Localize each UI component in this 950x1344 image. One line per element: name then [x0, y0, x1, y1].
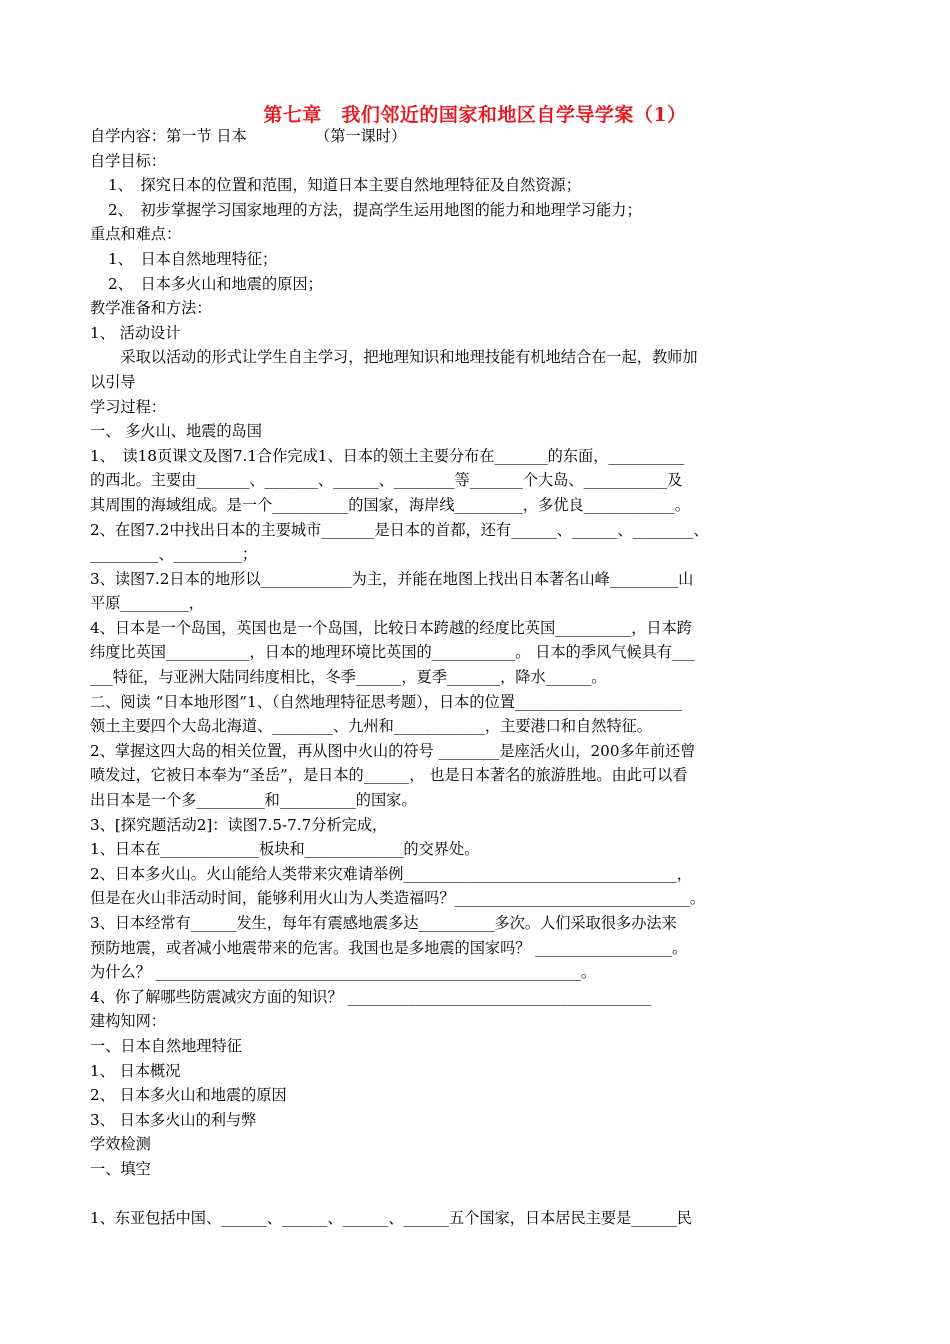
document-body [90, 124, 860, 1231]
text-line: 1、 读18页课文及图7.1合作完成1、日本的领土主要分布在_______的东面，__________ [90, 446, 685, 465]
text-line: 3、[探究题活动2]：读图7.5-7.7分析完成， [90, 815, 388, 834]
text-line: 3、日本经常有______发生，每年有震感地震多达__________多次。人们采取很多办法来 [90, 914, 677, 932]
page-title: 第七章 我们邻近的国家和地区自学导学案（1） [263, 104, 687, 126]
text-line: 领土主要四个大岛北海道、________、九州和____________，主要港口和自然特征。 [90, 717, 652, 736]
text-line: 学效检测 [90, 1135, 151, 1154]
text-line: 2、 日本多火山和地震的原因； [108, 274, 323, 293]
text-line: 1、 活动设计 [90, 323, 181, 342]
text-line: 4、日本是一个岛国，英国也是一个岛国，比较日本跨越的经度比英国__________，日本跨 [90, 618, 692, 637]
text-line: 2、在图7.2中找出日本的主要城市_______是日本的首都，还有______、______、________、 [90, 520, 709, 539]
text-line: 自学目标： [90, 151, 166, 170]
text-line: 出日本是一个多_________和__________的国家。 [90, 791, 417, 810]
text-line: 的西北。主要由_______、_______、______、________等_______个大岛、___________及 [90, 471, 683, 490]
text-line: _________、_________； [90, 545, 258, 564]
text-line: 教学准备和方法： [90, 299, 212, 318]
text-line: 1、日本在_____________板块和_____________的交界处。 [90, 840, 480, 859]
text-line: 一、日本自然地理特征 [90, 1036, 242, 1055]
text-line: 喷发过，它被日本奉为“圣岳”，是日本的______， 也是日本著名的旅游胜地。由此可以看 [90, 766, 688, 785]
text-line: 自学内容：第一节 日本 （第一课时） [90, 127, 407, 145]
text-line: 2、 初步掌握学习国家地理的方法，提高学生运用地图的能力和地理学习能力； [108, 200, 642, 219]
text-line: 2、 日本多火山和地震的原因 [90, 1086, 287, 1105]
text-line: 2、掌握这四大岛的相关位置，再从图中火山的符号 ________是座活火山，200多年前还曾 [90, 741, 696, 760]
text-line: 学习过程： [90, 397, 166, 416]
text-line: 4、你了解哪些防震减灾方面的知识？ ________________________________________ [90, 987, 652, 1006]
text-line: 2、日本多火山。火山能给人类带来灾难请举例____________________________________， [90, 864, 692, 883]
text-line: 建构知网： [90, 1012, 166, 1031]
text-line: 1、 日本概况 [90, 1061, 181, 1080]
text-line: 其周围的海域组成。是一个__________的国家，海岸线_________，多优良____________。 [90, 495, 690, 514]
text-line: 1、 日本自然地理特征； [108, 249, 278, 268]
text-line: 1、东亚包括中国、______、______、______、______五个国家，日本居民主要是______民 [90, 1209, 692, 1228]
text-line: 但是在火山非活动时间，能够利用火山为人类造福吗？_______________________________。 [90, 889, 706, 908]
text-line: 平原_________， [90, 594, 204, 613]
text-line: 一、填空 [90, 1159, 151, 1178]
text-line: 二、阅读 “日本地形图”1、（自然地理特征思考题），日本的位置______________________ [90, 692, 682, 711]
text-line: 1、 探究日本的位置和范围，知道日本主要自然地理特征及自然资源； [108, 176, 581, 195]
text-line: 以引导 [90, 372, 136, 391]
text-line: 预防地震，或者减小地震带来的危害。我国也是多地震的国家吗？ __________________。 [90, 938, 688, 957]
text-line: 3、 日本多火山的利与弊 [90, 1110, 257, 1129]
blank-line [90, 1182, 860, 1207]
text-line: 一、 多火山、地震的岛国 [90, 422, 262, 441]
text-line: 为什么？ ________________________________________________________。 [90, 963, 597, 982]
text-line: 采取以活动的形式让学生自主学习，把地理知识和地理技能有机地结合在一起，教师加 [90, 348, 698, 367]
text-line: 纬度比英国___________，日本的地理环境比英国的___________。 日本的季风气候具有___ [90, 643, 695, 662]
text-line: 重点和难点： [90, 225, 182, 244]
text-line: 3、读图7.2日本的地形以____________为主，并能在地图上找出日本著名山峰_________山 [90, 569, 694, 588]
text-line: ___特征，与亚洲大陆同纬度相比，冬季______，夏季_______，降水______。 [90, 668, 607, 687]
